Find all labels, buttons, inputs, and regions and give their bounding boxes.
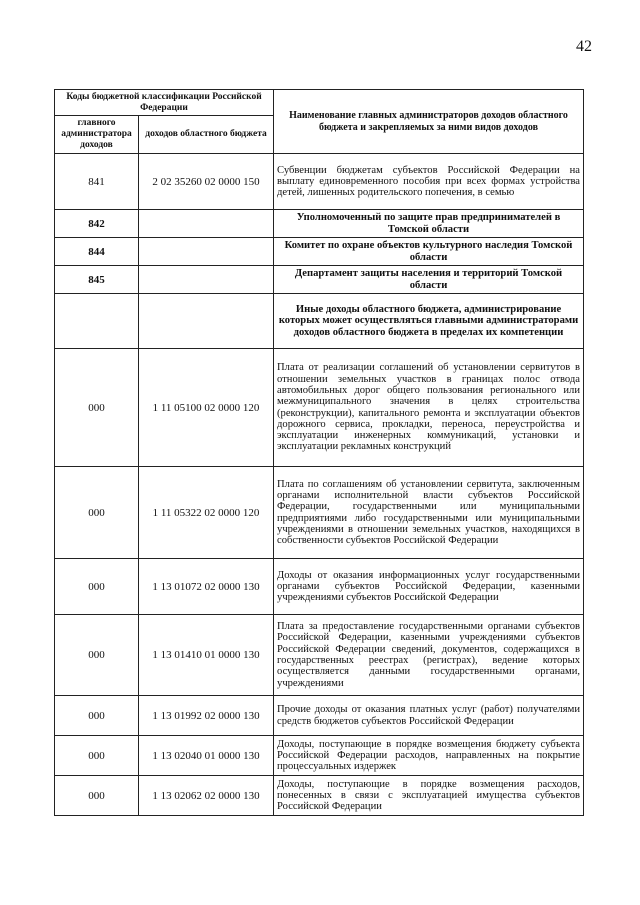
income-code-cell: 1 13 01072 02 0000 130 bbox=[139, 559, 274, 615]
administrator-name-cell: Комитет по охране объектов культурного наследия Томской области bbox=[274, 238, 584, 266]
table-row bbox=[55, 154, 584, 210]
admin-code-cell: 000 bbox=[55, 736, 139, 776]
admin-code-cell: 841 bbox=[55, 154, 139, 210]
administrator-name-cell: Доходы от оказания информационных услуг государственными органами субъектов Российской Федерации, казенными учреждениями субъектов Российской Федерации bbox=[274, 559, 584, 615]
table-row bbox=[55, 349, 584, 467]
table-body bbox=[55, 154, 584, 816]
administrator-name-cell: Плата от реализации соглашений об установлении сервитутов в отношении земельных участков в границах полос отвода автомобильных дорог общего пользования регионального или межмуниципального значения в целях строительства (реконструкции), капитального ремонта и эксплуатации объектов дорожного сервиса, прокладки, переноса, переустройства и эксплуатации инженерных коммуникаций, установки и эксплуатации рекламных конструкций bbox=[274, 349, 584, 467]
administrator-name-cell: Доходы, поступающие в порядке возмещения бюджету субъекта Российской Федерации расходов, направленных на покрытие процессуальных издержек bbox=[274, 736, 584, 776]
admin-code-cell: 000 bbox=[55, 776, 139, 816]
admin-code-cell: 000 bbox=[55, 467, 139, 559]
table-row bbox=[55, 210, 584, 238]
income-code-cell: 1 11 05100 02 0000 120 bbox=[139, 349, 274, 467]
admin-code-cell: 845 bbox=[55, 266, 139, 294]
administrator-name-cell: Субвенции бюджетам субъектов Российской Федерации на выплату единовременного пособия при всех формах устройства детей, лишенных родительского попечения, в семью bbox=[274, 154, 584, 210]
administrator-name-cell: Прочие доходы от оказания платных услуг (работ) получателями средств бюджетов субъектов Российской Федерации bbox=[274, 696, 584, 736]
table-row bbox=[55, 696, 584, 736]
table-row bbox=[55, 559, 584, 615]
table-row bbox=[55, 266, 584, 294]
table-row bbox=[55, 615, 584, 696]
admin-code-cell: 842 bbox=[55, 210, 139, 238]
administrator-name-cell: Иные доходы областного бюджета, администрирование которых может осуществляться главными администраторами доходов областного бюджета в пределах их компетенции bbox=[274, 294, 584, 349]
header-income-code: доходов областного бюджета bbox=[139, 116, 274, 154]
income-code-cell bbox=[139, 210, 274, 238]
table-row bbox=[55, 294, 584, 349]
income-code-cell: 1 13 02062 02 0000 130 bbox=[139, 776, 274, 816]
admin-code-cell: 844 bbox=[55, 238, 139, 266]
header-admin-code: главного администратора доходов bbox=[55, 116, 139, 154]
header-classification-codes: Коды бюджетной классификации Российской Федерации bbox=[55, 90, 274, 116]
table-row bbox=[55, 736, 584, 776]
admin-code-cell: 000 bbox=[55, 349, 139, 467]
administrator-name-cell: Уполномоченный по защите прав предпринимателей в Томской области bbox=[274, 210, 584, 238]
income-code-cell: 1 13 01992 02 0000 130 bbox=[139, 696, 274, 736]
table-row bbox=[55, 238, 584, 266]
budget-classification-table bbox=[54, 89, 584, 816]
table-row bbox=[55, 467, 584, 559]
administrator-name-cell: Департамент защиты населения и территорий Томской области bbox=[274, 266, 584, 294]
administrator-name-cell: Плата по соглашениям об установлении сервитута, заключенным органами исполнительной власти субъектов Российской Федерации, государственными или муниципальными предприятиями либо государственными или муниципальными учреждениями в отношении земельных участков, находящихся в собственности субъектов Российской Федерации bbox=[274, 467, 584, 559]
administrator-name-cell: Плата за предоставление государственными органами субъектов Российской Федерации, казенными учреждениями субъектов Российской Федерации сведений, документов, содержащихся в государственных реестрах (регистрах), ведение которых осуществляется данными государственными органами, учреждениями bbox=[274, 615, 584, 696]
page-number: 42 bbox=[576, 38, 592, 55]
admin-code-cell: 000 bbox=[55, 559, 139, 615]
income-code-cell bbox=[139, 266, 274, 294]
table-row bbox=[55, 776, 584, 816]
admin-code-cell bbox=[55, 294, 139, 349]
income-code-cell: 2 02 35260 02 0000 150 bbox=[139, 154, 274, 210]
income-code-cell: 1 13 01410 01 0000 130 bbox=[139, 615, 274, 696]
admin-code-cell: 000 bbox=[55, 615, 139, 696]
income-code-cell: 1 11 05322 02 0000 120 bbox=[139, 467, 274, 559]
header-administrator-name: Наименование главных администраторов доходов областного бюджета и закрепляемых за ними видов доходов bbox=[274, 90, 584, 154]
income-code-cell bbox=[139, 238, 274, 266]
admin-code-cell: 000 bbox=[55, 696, 139, 736]
income-code-cell bbox=[139, 294, 274, 349]
income-code-cell: 1 13 02040 01 0000 130 bbox=[139, 736, 274, 776]
administrator-name-cell: Доходы, поступающие в порядке возмещения расходов, понесенных в связи с эксплуатацией имущества субъектов Российской Федерации bbox=[274, 776, 584, 816]
